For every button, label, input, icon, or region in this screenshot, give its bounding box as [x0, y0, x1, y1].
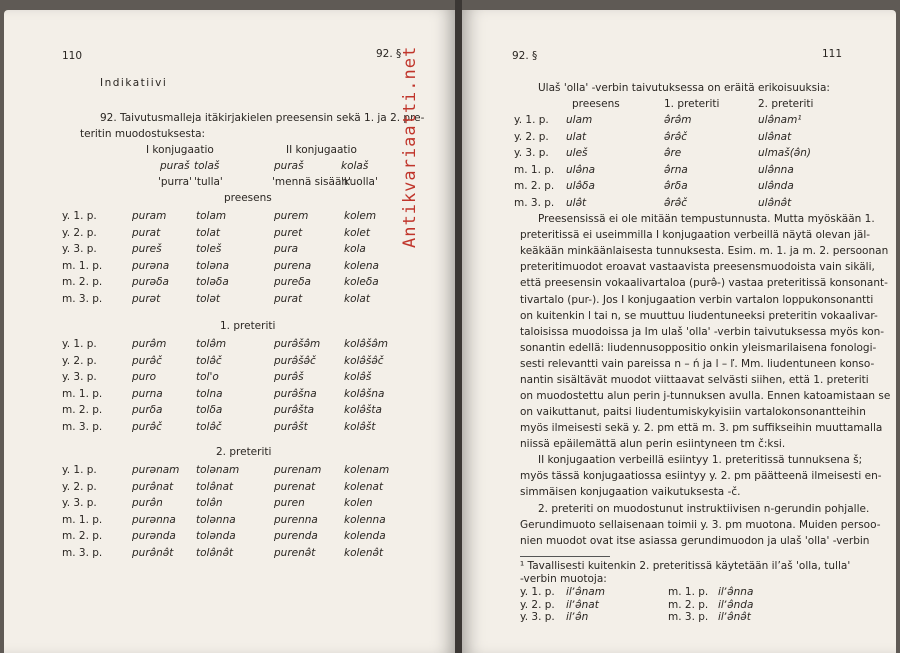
person-label: m. 1. p.: [62, 387, 103, 400]
verb-form: purenə̂t: [274, 546, 316, 559]
verb-form: tolə̂č: [196, 354, 222, 367]
person-label: m. 3. p.: [514, 196, 555, 209]
verb-form: purə̂šta: [274, 404, 315, 416]
verb-form: purə̂m: [132, 338, 167, 350]
verb-form: purəna: [132, 259, 170, 272]
verb-form: ulə̂nat: [758, 130, 792, 143]
verb-form: purə̂nat: [132, 480, 174, 493]
person-label: m. 3. p.: [62, 292, 103, 305]
person-label: y. 1. p.: [62, 210, 97, 222]
body-text-line: keäkään minkäänlaisesta tunnuksesta. Esim. m. 1. ja m. 2. persoonan: [520, 245, 889, 258]
verb-form: ə̂rə̂m: [664, 114, 692, 126]
verb-form: purənna: [132, 513, 176, 526]
section-reference: 92. §: [512, 50, 538, 62]
conjugation-2-heading: II konjugaatio: [286, 144, 357, 156]
person-label: y. 1. p.: [62, 464, 97, 476]
verb-form: purena: [274, 259, 312, 272]
verb-form: kolenə̂t: [344, 546, 384, 559]
body-text-line: sonantin edellä: liudennusoppositio onkin yleismarilaisena fonologi-: [520, 341, 877, 354]
verb-form: purenda: [274, 530, 318, 542]
verb-form: kolenat: [344, 480, 384, 493]
conjugation-1-heading: I konjugaatio: [146, 144, 214, 156]
verb-form: puro: [132, 371, 157, 383]
body-text-line: preteritissä ei useimmilla I konjugaation verbeillä näytä olevan jäl-: [520, 229, 871, 242]
verb-form: tolənna: [196, 513, 236, 526]
verb-form: purə̂šə̂m: [274, 338, 321, 350]
verb-form: kolem: [344, 210, 377, 222]
person-label: y. 1. p.: [514, 114, 549, 126]
verb-form: koleδa: [344, 276, 379, 288]
body-text-line: myös tässä konjugaatiossa esiintyy y. 2. pm päätteenä ilmeisesti en-: [520, 470, 882, 483]
verb-form: kolenam: [344, 464, 390, 476]
verb-form: ə̂rə̂č: [664, 196, 688, 209]
verb-form: purə̂št: [274, 420, 308, 433]
body-text-line: on vaikuttanut, paitsi liudentumiskykyisiin vartalokonsonantteihin: [520, 406, 866, 419]
verb-form: puram: [132, 210, 167, 222]
verb-form: tolna: [196, 387, 223, 400]
verb-form: purə̂šə̂č: [274, 354, 316, 367]
verb-form: ulə̂nna: [758, 163, 794, 176]
verb-form: purenna: [274, 513, 318, 526]
verb-form: kolena: [344, 259, 379, 272]
verb-form: toləndа: [196, 530, 236, 542]
person-label: m. 1. p.: [62, 259, 103, 272]
verb-form: tolə̂č: [196, 420, 222, 433]
verb-gloss: 'mennä sisään': [272, 176, 351, 188]
person-label: y. 2. p.: [514, 130, 549, 143]
person-label: m. 1. p.: [668, 586, 709, 598]
watermark-stamp: Antikvariaatti.net: [400, 45, 420, 248]
verb-form: kola: [344, 243, 366, 255]
verb-form: puren: [274, 497, 305, 509]
table-intro: Ulaš 'olla' -verbin taivutuksessa on eräitä erikoisuuksia:: [538, 82, 830, 94]
verb-form: ulmaš(ə̂n): [758, 147, 812, 159]
verb-form: purenat: [274, 480, 316, 493]
verb-gloss: 'purra': [158, 176, 192, 188]
body-text-line: preteritimuodot eroavat vastaavista preesensmuodoista vain sikäli,: [520, 261, 875, 274]
body-text-line: on kuitenkin l tai n, se muuttuu liudentuneeksi preteritin vokaalivar-: [520, 309, 878, 322]
verb-form: tolat: [196, 226, 221, 239]
verb-form: purənam: [132, 464, 180, 476]
body-text-line: on muodostettu alun perin j-tunnuksen avulla. Ennen katoamistaan se: [520, 390, 891, 403]
verb-form: purna: [132, 387, 163, 400]
verb-form: ulə̂δa: [566, 180, 595, 192]
verb-gloss: 'tulla': [194, 176, 223, 188]
left-page: [4, 10, 455, 653]
verb-form: ulə̂nda: [758, 180, 794, 192]
verb-form: toləna: [196, 259, 230, 272]
body-text-line: Gerundimuoto sellaisenaan toimii y. 3. pm muotona. Muiden persoo-: [520, 519, 881, 532]
verb-form: kolenna: [344, 513, 386, 526]
body-text-line: että preesensin vokaalivartaloa (purə̂-) vastaa preteritissä konsonant-: [520, 277, 888, 290]
verb-form: kolə̂šna: [344, 387, 385, 400]
verb-form: ulə̂na: [566, 163, 596, 176]
verb-form: tol'o: [196, 371, 219, 383]
person-label: y. 1. p.: [520, 586, 555, 598]
verb-form: pureš: [132, 243, 162, 255]
verb-form: ilʼə̂nam: [566, 586, 605, 598]
verb-form: toleš: [196, 243, 222, 255]
body-text-line: myös ilmeisesti sekä y. 2. pm että m. 3. pm suffikseihin muuttamalla: [520, 422, 883, 435]
verb-form: purem: [274, 210, 309, 222]
verb-headword: kolaš: [341, 160, 369, 172]
tense-heading: 2. preteriti: [216, 446, 272, 458]
column-header: 2. preteriti: [758, 98, 814, 110]
verb-form: tolam: [196, 210, 227, 222]
verb-form: purenam: [274, 464, 322, 476]
verb-form: toləδa: [196, 276, 229, 288]
verb-form: ə̂re: [664, 147, 682, 159]
body-text-line: 2. preteriti on muodostunut instruktiivisen n-gerundin pohjalle.: [538, 503, 870, 515]
verb-form: purə̂š: [274, 371, 304, 383]
body-text-line: sesti relevantti vain pareissa n – ń ja l – ľ. Mm. liudentuneen konso-: [520, 357, 875, 370]
person-label: y. 2. p.: [62, 354, 97, 367]
verb-form: purənda: [132, 530, 176, 542]
verb-form: kolə̂šta: [344, 404, 382, 416]
verb-form: ulə̂nam¹: [758, 114, 802, 126]
verb-form: kolə̂š: [344, 371, 372, 383]
verb-form: pura: [274, 243, 299, 255]
tense-heading: preesens: [224, 192, 272, 204]
verb-headword: tolaš: [194, 160, 220, 172]
verb-form: purət: [132, 292, 161, 305]
verb-form: ilʼə̂nə̂t: [718, 611, 751, 623]
verb-form: kolə̂šə̂č: [344, 354, 384, 367]
verb-form: tolət: [196, 292, 221, 305]
verb-form: puret: [274, 226, 303, 239]
person-label: y. 1. p.: [62, 338, 97, 350]
person-label: m. 3. p.: [668, 611, 709, 623]
verb-form: ulə̂t: [566, 196, 587, 209]
verb-form: ulə̂nə̂t: [758, 196, 792, 209]
intro-line-1: 92. Taivutusmalleja itäkirjakielen preesensin sekä 1. ja 2. pre-: [100, 112, 425, 124]
verb-form: purə̂č: [132, 354, 162, 367]
person-label: m. 2. p.: [62, 530, 103, 542]
intro-line-2: teritin muodostuksesta:: [80, 128, 206, 140]
verb-form: pureδa: [274, 276, 311, 288]
verb-form: purə̂n: [132, 497, 163, 509]
body-text-line: nantin sisältävät muodot viittaavat selvästi siihen, että 1. preteriti: [520, 374, 869, 386]
person-label: y. 3. p.: [62, 243, 97, 255]
verb-form: ulat: [566, 130, 587, 143]
verb-form: purə̂č: [132, 420, 162, 433]
verb-form: purə̂šna: [274, 387, 317, 400]
person-label: m. 3. p.: [62, 420, 103, 433]
verb-form: purat: [274, 292, 303, 305]
verb-form: tolə̂nat: [196, 480, 234, 493]
verb-form: tolə̂nə̂t: [196, 546, 234, 559]
section-reference: 92. §: [376, 48, 402, 60]
body-text-line: tivartalo (pur-). Jos I konjugaation verbin vartalon loppukonsonantti: [520, 293, 874, 306]
verb-form: purat: [132, 226, 161, 239]
verb-form: purə̂nə̂t: [132, 546, 174, 559]
verb-form: ilʼə̂n: [566, 611, 589, 623]
body-text-line: taloisissa muodoissa ja Im ulaš 'olla' -verbin taivutuksessa myös kon-: [520, 325, 885, 338]
verb-form: purəδa: [132, 276, 169, 288]
column-header: preesens: [572, 98, 620, 110]
verb-form: kolet: [344, 226, 370, 239]
person-label: m. 2. p.: [62, 276, 103, 288]
verb-form: ilʼə̂nda: [718, 598, 754, 611]
person-label: m. 1. p.: [514, 163, 555, 176]
verb-form: tolδa: [196, 404, 223, 416]
verb-form: ilʼə̂nat: [566, 598, 599, 611]
verb-gloss: 'kuolla': [341, 176, 378, 188]
verb-form: ilʼə̂nna: [718, 586, 754, 598]
page-number: 110: [62, 50, 83, 62]
book-gutter: [455, 0, 462, 653]
tense-heading: 1. preteriti: [220, 320, 276, 332]
verb-form: tolənam: [196, 464, 240, 476]
person-label: m. 2. p.: [668, 598, 709, 611]
person-label: y. 2. p.: [62, 480, 97, 493]
section-heading: Indikatiivi: [100, 77, 168, 89]
verb-form: kolat: [344, 292, 370, 305]
verb-form: kolen: [344, 497, 373, 509]
verb-form: tolə̂n: [196, 497, 223, 509]
page-number: 111: [822, 48, 843, 60]
person-label: y. 3. p.: [62, 497, 97, 509]
person-label: y. 2. p.: [62, 226, 97, 239]
footnote-text: ¹ Tavallisesti kuitenkin 2. preteritissä käytetään ilʼaš 'olla, tulla': [520, 560, 851, 572]
verb-form: ə̂rδa: [664, 180, 688, 192]
person-label: m. 2. p.: [514, 180, 555, 192]
verb-form: ə̂rna: [664, 163, 688, 176]
body-text-line: Preesensissä ei ole mitään tempustunnusta. Mutta myöskään 1.: [538, 213, 875, 225]
verb-form: kolenda: [344, 530, 386, 542]
verb-headword: puraš: [160, 160, 190, 172]
person-label: m. 3. p.: [62, 546, 103, 559]
person-label: m. 2. p.: [62, 404, 103, 416]
verb-form: tolə̂m: [196, 338, 227, 350]
body-text-line: nien muodot ovat itse asiassa gerundimuodon ja ulaš 'olla' -verbin: [520, 535, 870, 548]
body-text-line: simmäisen konjugaation vaikutuksesta -č.: [520, 486, 741, 499]
body-text-line: II konjugaation verbeillä esiintyy 1. preteritissä tunnuksena š;: [538, 454, 863, 466]
verb-form: ə̂rə̂č: [664, 130, 688, 143]
footnote-text: -verbin muotoja:: [520, 573, 607, 585]
column-header: 1. preteriti: [664, 98, 720, 110]
right-page: [462, 10, 896, 653]
verb-headword: puraš: [274, 160, 304, 172]
verb-form: kolə̂št: [344, 420, 376, 433]
person-label: y. 3. p.: [520, 611, 555, 623]
person-label: y. 3. p.: [514, 147, 549, 159]
verb-form: ulam: [566, 114, 593, 126]
person-label: m. 1. p.: [62, 513, 103, 526]
verb-form: uleš: [566, 147, 588, 159]
footnote-rule: [520, 556, 610, 557]
person-label: y. 2. p.: [520, 598, 555, 611]
verb-form: kolə̂šə̂m: [344, 338, 389, 350]
verb-form: purδa: [132, 404, 163, 416]
person-label: y. 3. p.: [62, 371, 97, 383]
body-text-line: niissä epäilemättä alun perin esiintyneen tm č:ksi.: [520, 438, 786, 451]
